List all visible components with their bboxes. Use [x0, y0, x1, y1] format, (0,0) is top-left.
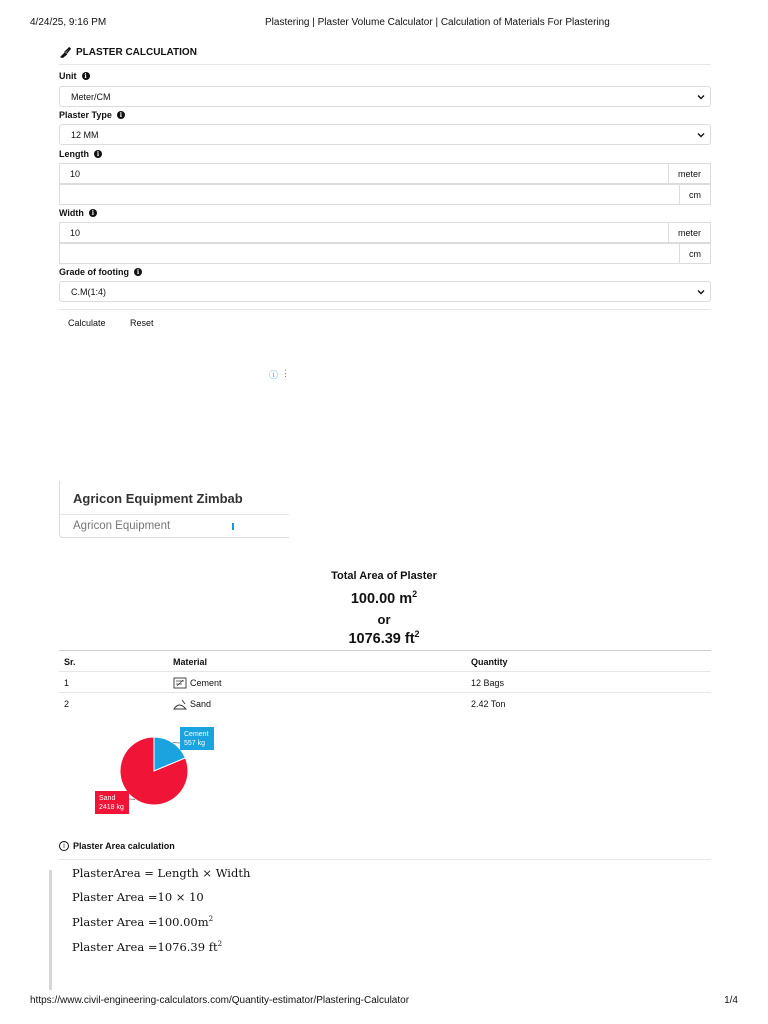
- or-text: or: [377, 612, 391, 627]
- table-row: [59, 671, 711, 692]
- calculator-heading: [59, 44, 197, 60]
- width-label: Width i: [59, 208, 97, 218]
- row-quantity: 12 Bags: [471, 677, 505, 688]
- divider: [59, 64, 711, 65]
- info-icon[interactable]: i: [134, 268, 142, 276]
- chevron-down-icon: [697, 93, 705, 101]
- table-row: [59, 692, 711, 713]
- cm-unit-label: cm: [679, 244, 710, 263]
- calculator-heading-text: PLASTER CALCULATION: [76, 46, 197, 58]
- blockquote-bar: [49, 870, 52, 990]
- meter-unit-label: meter: [668, 164, 710, 183]
- ad-banner[interactable]: [59, 481, 289, 538]
- area-square-feet: 1076.39 $ft^2$: [348, 629, 420, 647]
- chevron-down-icon: [697, 131, 705, 139]
- header-sr: Sr.: [64, 656, 76, 667]
- pie-label-name: Cement: [184, 731, 209, 738]
- area-square-meter: 100.00 $m^2$: [350, 589, 418, 607]
- length-meter-input[interactable]: 10 meter: [59, 163, 711, 184]
- info-icon[interactable]: i: [89, 209, 97, 217]
- info-circle-icon: i: [59, 841, 69, 851]
- info-icon[interactable]: i: [82, 72, 90, 80]
- table-header-row: [59, 650, 711, 671]
- length-cm-input[interactable]: [59, 184, 711, 205]
- row-material: Sand: [173, 693, 211, 714]
- cm-unit-label: cm: [679, 185, 710, 204]
- equation-substitution: Plaster Area =10 × 10: [72, 890, 204, 904]
- print-page-number: 1/4: [724, 995, 738, 1006]
- ad-accent-mark: [232, 523, 234, 530]
- equation-result-ft2: Plaster Area =1076.39 $ft^2$: [72, 940, 223, 954]
- width-meter-input[interactable]: 10 meter: [59, 222, 711, 243]
- unit-label: Unit i: [59, 71, 90, 81]
- pie-label-name: Sand: [99, 795, 116, 802]
- grade-label: Grade of footing i: [59, 267, 142, 277]
- materials-pie-chart: [80, 725, 230, 820]
- total-area-label: Total Area of Plaster: [331, 570, 437, 582]
- meter-unit-label: meter: [668, 223, 710, 242]
- equation-formula: PlasterArea = Length × Width: [72, 866, 251, 880]
- info-icon[interactable]: i: [117, 111, 125, 119]
- row-material: Cement: [173, 672, 222, 693]
- print-header: [30, 17, 738, 31]
- header-quantity: Quantity: [471, 656, 508, 667]
- unit-select[interactable]: Meter/CM: [59, 86, 711, 107]
- calculate-button[interactable]: Calculate: [68, 318, 106, 328]
- ad-choices[interactable]: [269, 368, 290, 381]
- sand-pile-icon: [173, 698, 187, 710]
- width-cm-input[interactable]: [59, 243, 711, 264]
- pie-label-value: 2418 kg: [99, 804, 124, 811]
- calc-section-title: i Plaster Area calculation: [59, 841, 175, 851]
- print-date: 4/24/25, 9:16 PM: [30, 17, 107, 28]
- row-sr: 2: [64, 698, 70, 709]
- pie-label-value: 557 kg: [184, 740, 206, 747]
- divider: [59, 309, 711, 310]
- ad-menu-icon[interactable]: ⋮: [281, 368, 291, 378]
- divider: [60, 514, 289, 515]
- ad-headline[interactable]: Agricon Equipment Zimbab: [73, 491, 243, 506]
- plaster-type-select[interactable]: 12 MM: [59, 124, 711, 145]
- ad-advertiser[interactable]: Agricon Equipment: [73, 520, 171, 532]
- print-page-title: Plastering | Plaster Volume Calculator | Calculation of Materials For Plastering: [265, 17, 610, 28]
- reset-button[interactable]: Reset: [130, 318, 154, 328]
- row-quantity: 2.42 Ton: [471, 698, 506, 709]
- row-sr: 1: [64, 677, 70, 688]
- length-label: Length i: [59, 149, 102, 159]
- chevron-down-icon: [697, 288, 705, 296]
- print-url: https://www.civil-engineering-calculators.com/Quantity-estimator/Plastering-Calculator: [30, 995, 410, 1006]
- info-icon[interactable]: i: [94, 150, 102, 158]
- ad-info-icon[interactable]: ⓘ: [269, 370, 279, 380]
- trowel-icon: [59, 46, 72, 59]
- header-material: Material: [173, 656, 208, 667]
- print-footer: [30, 995, 738, 1009]
- divider: [59, 859, 711, 860]
- equation-result-m2: Plaster Area $=100.00m^2$: [72, 915, 214, 929]
- materials-table: [59, 650, 711, 713]
- grade-select[interactable]: C.M(1:4): [59, 281, 711, 302]
- cement-bag-icon: [173, 677, 187, 689]
- plaster-type-label: Plaster Type i: [59, 110, 125, 120]
